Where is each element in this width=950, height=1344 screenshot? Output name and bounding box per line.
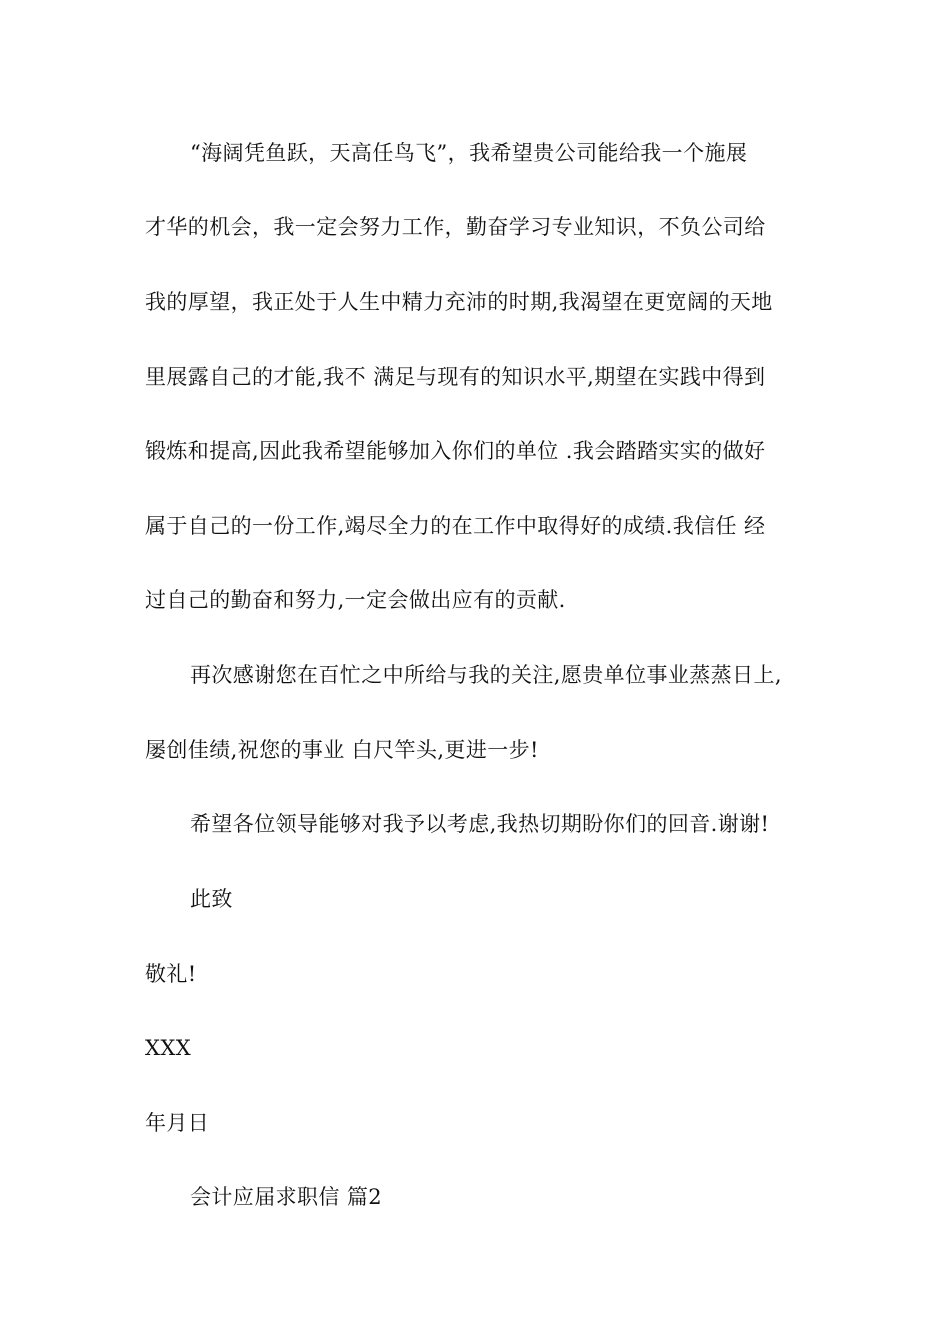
paragraph-line: 才华的机会，我一定会努力工作，勤奋学习专业知识，不负公司给 — [145, 215, 766, 239]
paragraph-line: 属于自己的一份工作,竭尽全力的在工作中取得好的成绩.我信任 经 — [145, 514, 766, 538]
paragraph-line: 里展露自己的才能,我不 满足与现有的知识水平,期望在实践中得到 — [145, 365, 766, 389]
paragraph-line: 希望各位领导能够对我予以考虑,我热切期盼你们的回音.谢谢! — [190, 812, 770, 836]
date-line: 年月日 — [145, 1111, 210, 1135]
section-title: 会计应届求职信 篇2 — [190, 1185, 383, 1209]
closing-salutation: 此致 — [190, 887, 233, 911]
paragraph-line: “海阔凭鱼跃，天高任鸟飞”，我希望贵公司能给我一个施展 — [190, 141, 748, 165]
paragraph-line: 我的厚望，我正处于人生中精力充沛的时期,我渴望在更宽阔的天地 — [145, 290, 773, 314]
paragraph-line: 过自己的勤奋和努力,一定会做出应有的贡献. — [145, 588, 566, 612]
paragraph-line: 再次感谢您在百忙之中所给与我的关注,愿贵单位事业蒸蒸日上, — [190, 663, 782, 687]
signature: XXX — [145, 1036, 192, 1060]
paragraph-line: 锻炼和提高,因此我希望能够加入你们的单位 .我会踏踏实实的做好 — [145, 439, 766, 463]
closing-respect: 敬礼! — [145, 962, 197, 986]
paragraph-line: 屡创佳绩,祝您的事业 白尺竿头,更进一步! — [145, 738, 539, 762]
